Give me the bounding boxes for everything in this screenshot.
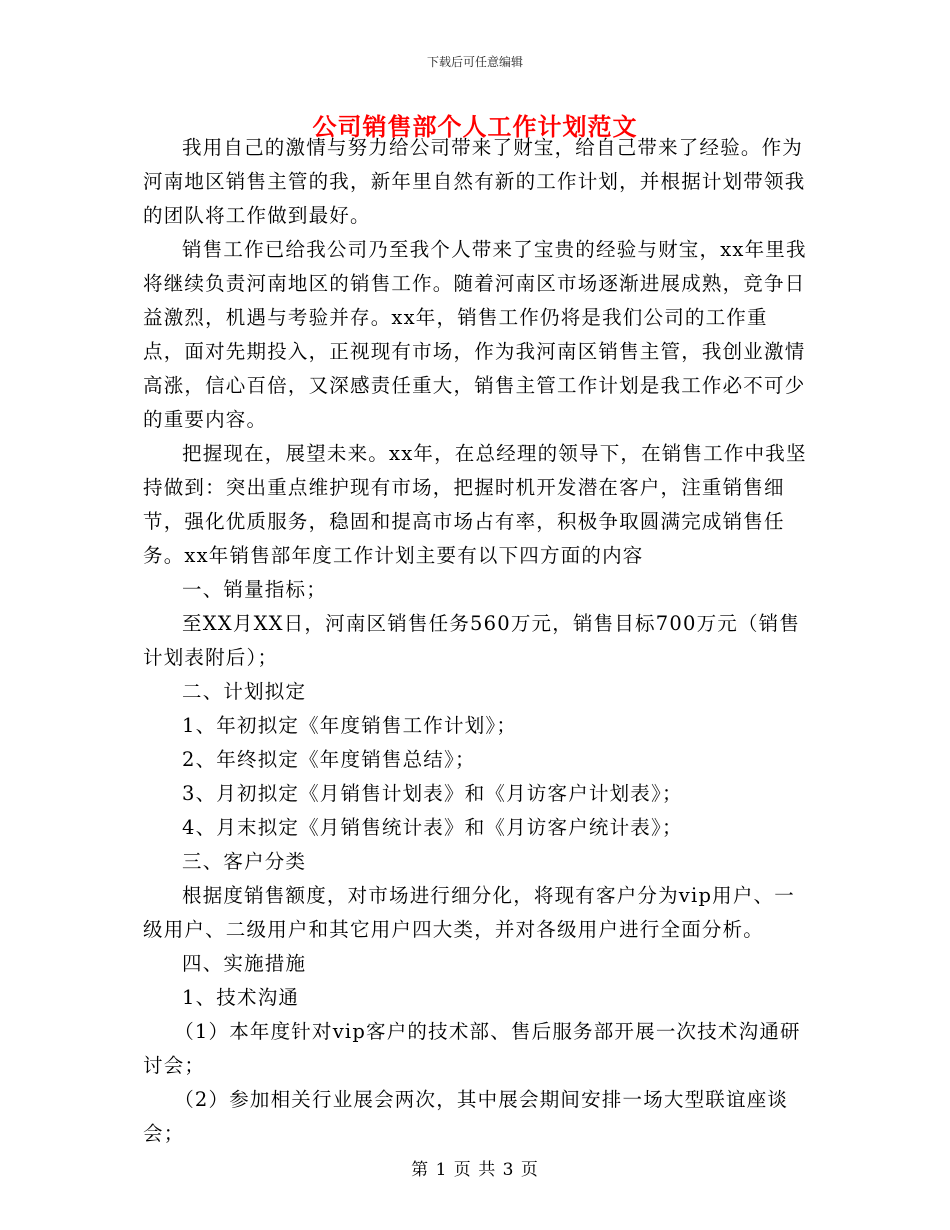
- section-heading-plan: 二、计划拟定: [182, 680, 307, 703]
- paragraph-sales-target: 至XX月XX日，河南区销售任务560万元，销售目标700万元（销售计划表附后）；: [143, 612, 801, 669]
- section-heading-sales-target: 一、销量指标；: [182, 578, 327, 601]
- paragraph-background: 销售工作已给我公司乃至我个人带来了宝贵的经验与财宝，xx年里我将继续负责河南地区的销售工作。随着河南区市场逐渐进展成熟，竞争日益激烈，机遇与考验并存。xx年，销售工作仍将是我们公司的工作重点，面对先期投入，正视现有市场，作为我河南区销售主管，我创业激情高涨，信心百倍，又深感责任重大，销售主管工作计划是我工作必不可少的重要内容。: [143, 238, 807, 431]
- list-item-plan-2: 2、年终拟定《年度销售总结》；: [182, 748, 476, 771]
- document-title: 公司销售部个人工作计划范文: [312, 113, 638, 141]
- page-footer: 第 1 页 共 3 页: [411, 1160, 539, 1180]
- section-heading-customer-class: 三、客户分类: [182, 850, 307, 873]
- list-item-plan-4: 4、月末拟定《月销售统计表》和《月访客户统计表》；: [182, 816, 683, 839]
- section-heading-measures: 四、实施措施: [182, 952, 307, 975]
- header-note: 下载后可任意编辑: [426, 55, 523, 69]
- paragraph-customer-class: 根据度销售额度，对市场进行细分化，将现有客户分为vip用户、一级用户、二级用户和其它用户四大类，并对各级用户进行全面分析。: [143, 884, 795, 941]
- paragraph-intro: 我用自己的激情与努力给公司带来了财宝，给自己带来了经验。作为河南地区销售主管的我，新年里自然有新的工作计划，并根据计划带领我的团队将工作做到最好。: [143, 136, 806, 227]
- subheading-tech-communication: 1、技术沟通: [182, 986, 300, 1009]
- list-item-measure-2: （2）参加相关行业展会两次，其中展会期间安排一场大型联谊座谈会；: [143, 1088, 789, 1145]
- list-item-plan-3: 3、月初拟定《月销售计划表》和《月访客户计划表》；: [182, 782, 683, 805]
- document-body: [143, 131, 809, 1151]
- list-item-plan-1: 1、年初拟定《年度销售工作计划》；: [182, 714, 518, 737]
- paragraph-outlook: 把握现在，展望未来。xx年，在总经理的领导下，在销售工作中我坚持做到：突出重点维护现有市场，把握时机开发潜在客户，注重销售细节，强化优质服务，稳固和提高市场占有率，积极争取圆满完成销售任务。xx年销售部年度工作计划主要有以下四方面的内容: [143, 442, 807, 567]
- list-item-measure-1: （1）本年度针对vip客户的技术部、售后服务部开展一次技术沟通研讨会；: [143, 1020, 801, 1077]
